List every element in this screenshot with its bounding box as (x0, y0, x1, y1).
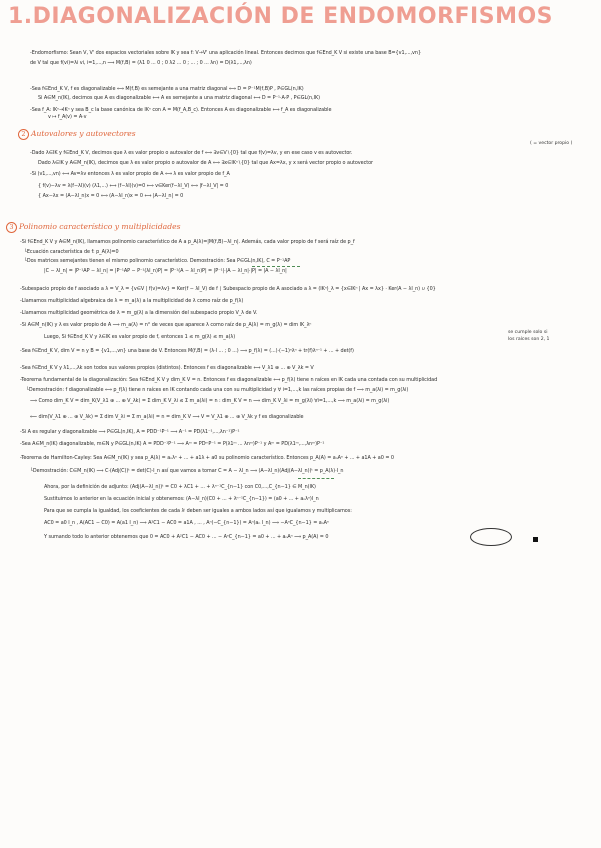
section-heading-poly (6, 222, 180, 233)
poly-line-24: Y sumando todo lo anterior obtenemos que 0 = AC0 + A²C1 − AC0 + ... − AⁿC_{n−1} = a0 + ... + aₙAⁿ ⟹ p_A(A) = 0 (44, 534, 329, 540)
poly-line-7: -Llamamos multiplicidad geométrica de λ = m_g(λ) a la dimensión del subespacio propio V_λ de V. (20, 310, 258, 316)
eigen-line-3: -Si (v1,...,vn) ⟺ Av=λv entonces λ es valor propio de A ⟺ λ es valor propio de f_A (30, 171, 230, 177)
side-note-vector-propio: ( = vector propio ) (530, 141, 573, 146)
poly-line-13: └Demostración: f diagonalizable ⟺ p_f(λ) tiene n raíces en IK contando cada una con su multiplicidad y ∀ i=1,...,k las raíces propias de f ⟹ m_a(λi) = m_g(λi) (26, 387, 409, 393)
poly-line-3: └Dos matrices semejantes tienen el mismo polinomio característico. Demostración: Sea P∈GL(n,IK), C = P⁻¹AP (24, 258, 291, 264)
section-number: 2 (18, 129, 29, 140)
intro-line-3: -Sea f∈End_K V, f es diagonalizable ⟺ M(f,B) es semejante a una matriz diagonal ⟺ D = P⁻¹M(f,B)P , P∈GL(n,IK) (30, 86, 304, 92)
qed-square (533, 537, 538, 542)
section-title: Autovalores y autovectores (31, 129, 136, 138)
poly-line-8: -Si A∈M_n(IK) y λ es valor propio de A ⟹ m_a(λ) = n° de veces que aparece λ como raíz de p_A(λ) = m_g(λ) = dim IK_λⁿ (20, 322, 312, 328)
poly-line-4: |C − λI_n| = |P⁻¹AP − λI_n| = |P⁻¹AP − P⁻¹(λI_n)P| = |P⁻¹(A − λI_n)P| = |P⁻¹|·|A − λI_n|·|P| = |A − λI_n| (44, 268, 287, 274)
section-heading-eigen (18, 129, 136, 140)
poly-line-20: Ahora, por la definición de adjunto: (Adj(A−λI_n))ᵗ = C0 + λC1 + ... + λⁿ⁻¹C_{n−1} con C0,...,C_{n−1} ∈ M_n(IK) (44, 484, 316, 490)
eigen-line-1: -Dado λ∈IK y f∈End_K V, decimos que λ es valor propio o autovalor de f ⟺ ∃v∈V∖{0} tal que f(v)=λv, y en ese caso v es autovector. (30, 150, 353, 156)
intro-line-2: de V tal que f(vi)=λi vi, i=1,...,n ⟹ M(f,B) = (λ1 0 ... 0 ; 0 λ2 ... 0 ; ... ; 0 ... λn) = D(λ1,...,λn) (30, 60, 252, 66)
section-title: Polinomio característico y multiplicidades (19, 222, 181, 231)
page-title: 1.DIAGONALIZACIÓN DE ENDOMORFISMOS (8, 4, 554, 29)
poly-line-22: Para que se cumpla la igualdad, los coeficientes de cada λⁱ deben ser iguales a ambos lados así que igualamos y multiplicamos: (44, 508, 352, 514)
eigen-line-4: { f(v)−λv = λ(f−λI)(v) (λ1,...) ⟺ (f−λI)(v)=0 ⟺ v∈Ker(f−λI_V) ⟺ |f−λI_V| = 0 (38, 183, 229, 189)
poly-line-18: -Teorema de Hamilton-Cayley: Sea A∈M_n(IK) y sea p_A(λ) = aₙλⁿ + ... + a1λ + a0 su polinomio característico. Entonces p_A(A) = aₙAⁿ + ... + a1A + a0 = 0 (20, 455, 394, 461)
eigen-line-2: Dado λ∈IK y A∈M_n(IK), decimos que λ es valor propio o autovalor de A ⟺ ∃x∈IKⁿ∖{0} tal que Ax=λx, y x será vector propio o autovector (38, 160, 374, 166)
poly-line-19: └Demostración: C∈M_n(IK) ⟹ C·(Adj(C))ᵗ = det(C)·I_n así que vamos a tomar C = A − λI_n ⟹ (A−λI_n)(Adj(A−λI_n))ᵗ = p_A(λ)·I_n (30, 468, 344, 474)
section-number: 3 (6, 222, 17, 233)
result-circle (470, 528, 512, 546)
intro-sub-line: v ↦ f_A(v) = A·v (48, 114, 87, 120)
intro-line-1: -Endomorfismo: Sean V, V' dos espacios vectoriales sobre IK y sea f: V→V' una aplicación lineal. Entonces decimos que f∈End_K V si existe una base B={v1,...,vn} (30, 50, 422, 56)
poly-line-16: -Si A es regular y diagonalizable ⟹ P∈GL(n,IK), A = PDD⁻¹P⁻¹ ⟹ A⁻¹ = PD(λ1⁻¹,...,λn⁻¹)P⁻¹ (20, 429, 240, 435)
poly-line-23: AC0 = a0 I_n , A(AC1 − C0) = A(a1 I_n) ⟹ A²C1 − AC0 = a1A , ... , Aⁿ(−C_{n−1}) = Aⁿ(aₙ I_n) ⟹ −AⁿC_{n−1} = aₙAⁿ (44, 520, 329, 526)
poly-line-9: Luego, Si f∈End_K V y λ∈IK es valor propio de f, entonces 1 ≤ m_g(λ) ≤ m_a(λ) (44, 334, 236, 340)
green-underline (252, 266, 300, 267)
intro-line-5: -Sea f_A: IKⁿ→IKⁿ y sea B_c la base canónica de IKⁿ con A = M(f_A,B_c). Entonces A es diagonalizable ⟺ f_A es diagonalizable (30, 107, 332, 113)
poly-line-6: -Llamamos multiplicidad algebraica de λ = m_a(λ) a la multiplicidad de λ como raíz de p_f(λ) (20, 298, 244, 304)
poly-line-21: Sustituimos lo anterior en la ecuación inicial y obtenemos: (A−λI_n)(C0 + ... + λⁿ⁻¹C_{n−1}) = (a0 + ... + aₙλⁿ)I_n (44, 496, 319, 502)
poly-line-5: -Subespacio propio de f asociado a λ = V_λ = {v∈V | f(v)=λv} = Ker(f − λI_V) de f ∣ Subespacio propio de A asociado a λ = (IKⁿ)_λ = {x∈IKⁿ | Ax = λx} · Ker(A − λI_n) ∪ {0} (20, 286, 436, 292)
poly-line-12: -Teorema fundamental de la diagonalización: Sea f∈End_K V y dim_K V = n. Entonces f es diagonalizable ⟺ p_f(λ) tiene n raíces en IK cada una contada con su multiplicidad (20, 377, 438, 383)
green-underline (298, 478, 334, 479)
side-note-2: los raíces son 2, 1 (508, 337, 550, 342)
poly-line-11: -Sea f∈End_K V y λ1,...,λk son todos sus valores propios (distintos). Entonces f es diagonalizable ⟺ V_λ1 ⊕ ... ⊕ V_λk = V (20, 365, 314, 371)
eigen-line-5: { Ax−λx = (A−λI_n)x = 0 ⟺ (A−λI_n)x = 0 ⟺ |A−λI_n| = 0 (38, 193, 184, 199)
side-note-1: se cumple solo si (508, 330, 548, 335)
intro-line-4: Si A∈M_n(IK), decimos que A es diagonalizable ⟺ A es semejante a una matriz diagonal ⟺ D = P⁻¹·A·P , P∈GL(n,IK) (38, 95, 320, 101)
poly-line-1: -Si f∈End_K V y A∈M_n(IK), llamamos polinomio característico de A a p_A(λ)=|M(f,B)−λI_n|. Además, cada valor propio de f será raíz de p_f (20, 239, 355, 245)
poly-line-10: -Sea f∈End_K V, dim V = n y B = {v1,...,vn} una base de V. Entonces M(f,B) = (λ·I ... ; 0 ...) ⟹ p_f(λ) = (...)·(−1)ⁿλⁿ + tr(f)λⁿ⁻¹ + ... + det(f) (20, 348, 354, 354)
poly-line-14: ⟹ Como dim_K V = dim_K(V_λ1 ⊕ ... ⊕ V_λk) = Σ dim_K V_λi ≤ Σ m_a(λi) = n : dim_K V = n ⟹ dim_K V_λi = m_g(λi) ∀i=1,...,k ⟹ m_a(λi) = m_g(λi) (30, 398, 390, 404)
poly-line-15: ⟸ dim(V_λ1 ⊕ ... ⊕ V_λk) = Σ dim V_λi = Σ m_a(λi) = n = dim_K V ⟹ V = V_λ1 ⊕ ... ⊕ V_λk y f es diagonalizable (30, 414, 304, 420)
poly-line-2: └Ecuación característica de f: p_A(λ)=0 (24, 249, 119, 255)
poly-line-17: -Sea A∈M_n(IK) diagonalizable, m∈N y P∈GL(n,IK) A = PDD⁻¹P⁻¹ ⟹ Aᵐ = PDᵐP⁻¹ = P(λ1ᵐ ... λnᵐ)P⁻¹ y Aᵐ = PD(λ1ᵐ,...,λnᵐ)P⁻¹ (20, 441, 325, 447)
